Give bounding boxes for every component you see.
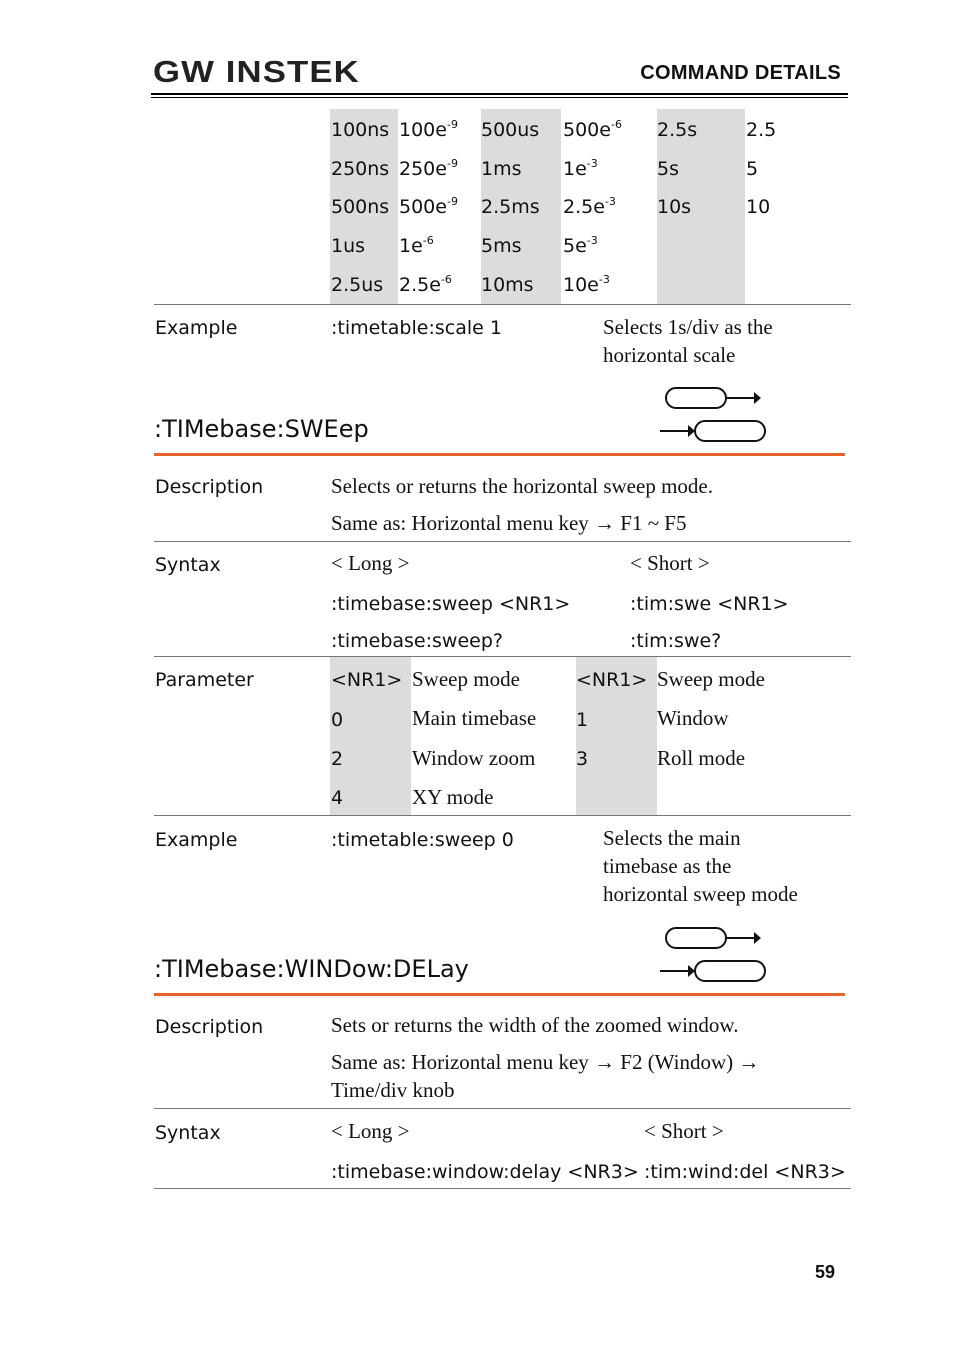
scale-cell xyxy=(657,158,679,180)
example-desc: Selects the main xyxy=(603,826,741,850)
scale-exponent: -3 xyxy=(604,195,616,208)
query-command-icon xyxy=(660,961,765,981)
set-command-icon xyxy=(666,388,761,408)
param-value: 4 xyxy=(331,787,344,809)
scale-value: 1us xyxy=(331,235,366,257)
scale-value: 2.5e xyxy=(563,196,605,218)
description-label: Description xyxy=(155,476,264,498)
divider xyxy=(154,815,851,816)
set-command-icon xyxy=(666,928,761,948)
scale-exponent: -3 xyxy=(598,273,610,286)
param-mode: Main timebase xyxy=(412,706,537,730)
scale-cell xyxy=(399,196,458,218)
page-number: 59 xyxy=(814,1262,835,1282)
scale-value: 1e xyxy=(563,158,587,180)
description-label: Description xyxy=(155,1016,264,1038)
scale-cell xyxy=(563,235,598,257)
scale-exponent: -6 xyxy=(610,118,622,131)
param-header-mode: Sweep mode xyxy=(657,667,765,691)
param-mode: Window zoom xyxy=(412,746,536,770)
description-text: Sets or returns the width of the zoomed window. xyxy=(331,1013,739,1037)
scale-exponent: -6 xyxy=(422,234,434,247)
scale-cell xyxy=(563,274,610,296)
example-desc: timebase as the xyxy=(603,854,732,878)
scale-value: 500e xyxy=(563,119,611,141)
scale-value: 2.5 xyxy=(746,119,777,141)
scale-cell xyxy=(481,158,522,180)
scale-value: 100e xyxy=(399,119,447,141)
divider xyxy=(154,1108,851,1109)
param-value: 3 xyxy=(576,748,589,770)
scale-value: 5ms xyxy=(481,235,522,257)
example-desc: horizontal scale xyxy=(603,343,736,367)
scale-value: 250ns xyxy=(331,158,390,180)
long-query: :timebase:sweep? xyxy=(331,630,503,652)
scale-cell xyxy=(399,274,452,296)
scale-exponent: -3 xyxy=(586,234,598,247)
scale-cell xyxy=(481,119,539,141)
example-command: :timetable:scale 1 xyxy=(331,317,502,339)
scale-value: 5s xyxy=(657,158,679,180)
set-query-icon xyxy=(660,926,770,986)
param-mode: Roll mode xyxy=(657,746,746,770)
short-syntax: :tim:swe <NR1> xyxy=(630,593,789,615)
scale-cell xyxy=(563,196,616,218)
scale-cell xyxy=(563,158,598,180)
short-heading: < Short > xyxy=(644,1119,724,1143)
section-heading: :TIMebase:SWEep xyxy=(154,415,369,443)
short-syntax: :tim:wind:del <NR3> xyxy=(644,1161,846,1183)
section-heading: :TIMebase:WINDow:DELay xyxy=(154,955,469,983)
scale-cell xyxy=(399,119,458,141)
scale-cell xyxy=(399,158,458,180)
scale-cell xyxy=(746,196,770,218)
heading-underline xyxy=(154,993,845,996)
scale-cell xyxy=(399,235,434,257)
scale-value: 5e xyxy=(563,235,587,257)
example-desc: horizontal sweep mode xyxy=(603,882,798,906)
scale-value: 5 xyxy=(746,158,759,180)
long-heading: < Long > xyxy=(331,1119,410,1143)
short-heading: < Short > xyxy=(630,551,710,575)
param-mode: XY mode xyxy=(412,785,494,809)
scale-cell xyxy=(331,119,389,141)
scale-value: 1ms xyxy=(481,158,522,180)
scale-exponent: -9 xyxy=(446,195,458,208)
section-title: COMMAND DETAILS xyxy=(640,62,841,84)
param-header-mode: Sweep mode xyxy=(412,667,520,691)
param-header-nr1: <NR1> xyxy=(576,669,648,691)
brand-logo: GW INSTEK xyxy=(153,54,360,89)
scale-value: 10s xyxy=(657,196,692,218)
scale-value: 250e xyxy=(399,158,447,180)
scale-cell xyxy=(331,158,389,180)
set-query-icon xyxy=(660,386,770,446)
param-value: 0 xyxy=(331,709,344,731)
header-rule-thin xyxy=(151,97,848,98)
scale-value: 100ns xyxy=(331,119,390,141)
scale-exponent: -9 xyxy=(446,118,458,131)
description-text: Selects or returns the horizontal sweep mode. xyxy=(331,474,713,498)
param-value: 1 xyxy=(576,709,589,731)
scale-value: 2.5us xyxy=(331,274,384,296)
scale-exponent: -9 xyxy=(446,157,458,170)
scale-cell xyxy=(331,196,389,218)
scale-value: 2.5s xyxy=(657,119,698,141)
scale-cell xyxy=(481,274,534,296)
query-command-icon xyxy=(660,421,765,441)
scale-value: 1e xyxy=(399,235,423,257)
divider xyxy=(154,541,851,542)
long-heading: < Long > xyxy=(331,551,410,575)
scale-value: 500us xyxy=(481,119,540,141)
scale-value: 10 xyxy=(746,196,771,218)
heading-underline xyxy=(154,453,845,456)
divider xyxy=(154,1188,851,1189)
syntax-label: Syntax xyxy=(155,554,221,576)
scale-value: 2.5ms xyxy=(481,196,540,218)
scale-cell xyxy=(657,196,691,218)
param-mode: Window xyxy=(657,706,729,730)
scale-value: 10ms xyxy=(481,274,534,296)
scale-cell xyxy=(331,274,383,296)
scale-value: 2.5e xyxy=(399,274,441,296)
example-command: :timetable:sweep 0 xyxy=(331,829,514,851)
scale-cell xyxy=(746,158,758,180)
long-syntax: :timebase:window:delay <NR3> xyxy=(331,1161,639,1183)
scale-cell xyxy=(481,235,522,257)
divider xyxy=(154,656,851,657)
description-text: Time/div knob xyxy=(331,1078,455,1102)
example-desc: Selects 1s/div as the xyxy=(603,315,773,339)
param-header-nr1: <NR1> xyxy=(331,669,403,691)
description-text: Same as: Horizontal menu key → F2 (Window) → xyxy=(331,1050,760,1074)
syntax-label: Syntax xyxy=(155,1122,221,1144)
scale-cell xyxy=(563,119,622,141)
scale-exponent: -3 xyxy=(586,157,598,170)
example-label: Example xyxy=(155,317,238,339)
scale-cell xyxy=(746,119,776,141)
long-syntax: :timebase:sweep <NR1> xyxy=(331,593,571,615)
description-text: Same as: Horizontal menu key → F1 ~ F5 xyxy=(331,511,687,535)
scale-value: 500e xyxy=(399,196,447,218)
param-value: 2 xyxy=(331,748,344,770)
short-query: :tim:swe? xyxy=(630,630,722,652)
parameter-label: Parameter xyxy=(155,669,254,691)
scale-cell xyxy=(481,196,540,218)
scale-value: 10e xyxy=(563,274,599,296)
scale-exponent: -6 xyxy=(440,273,452,286)
header-rule xyxy=(151,93,848,95)
divider xyxy=(154,304,851,305)
scale-value: 500ns xyxy=(331,196,390,218)
scale-cell xyxy=(657,119,697,141)
example-label: Example xyxy=(155,829,238,851)
scale-cell xyxy=(331,235,365,257)
